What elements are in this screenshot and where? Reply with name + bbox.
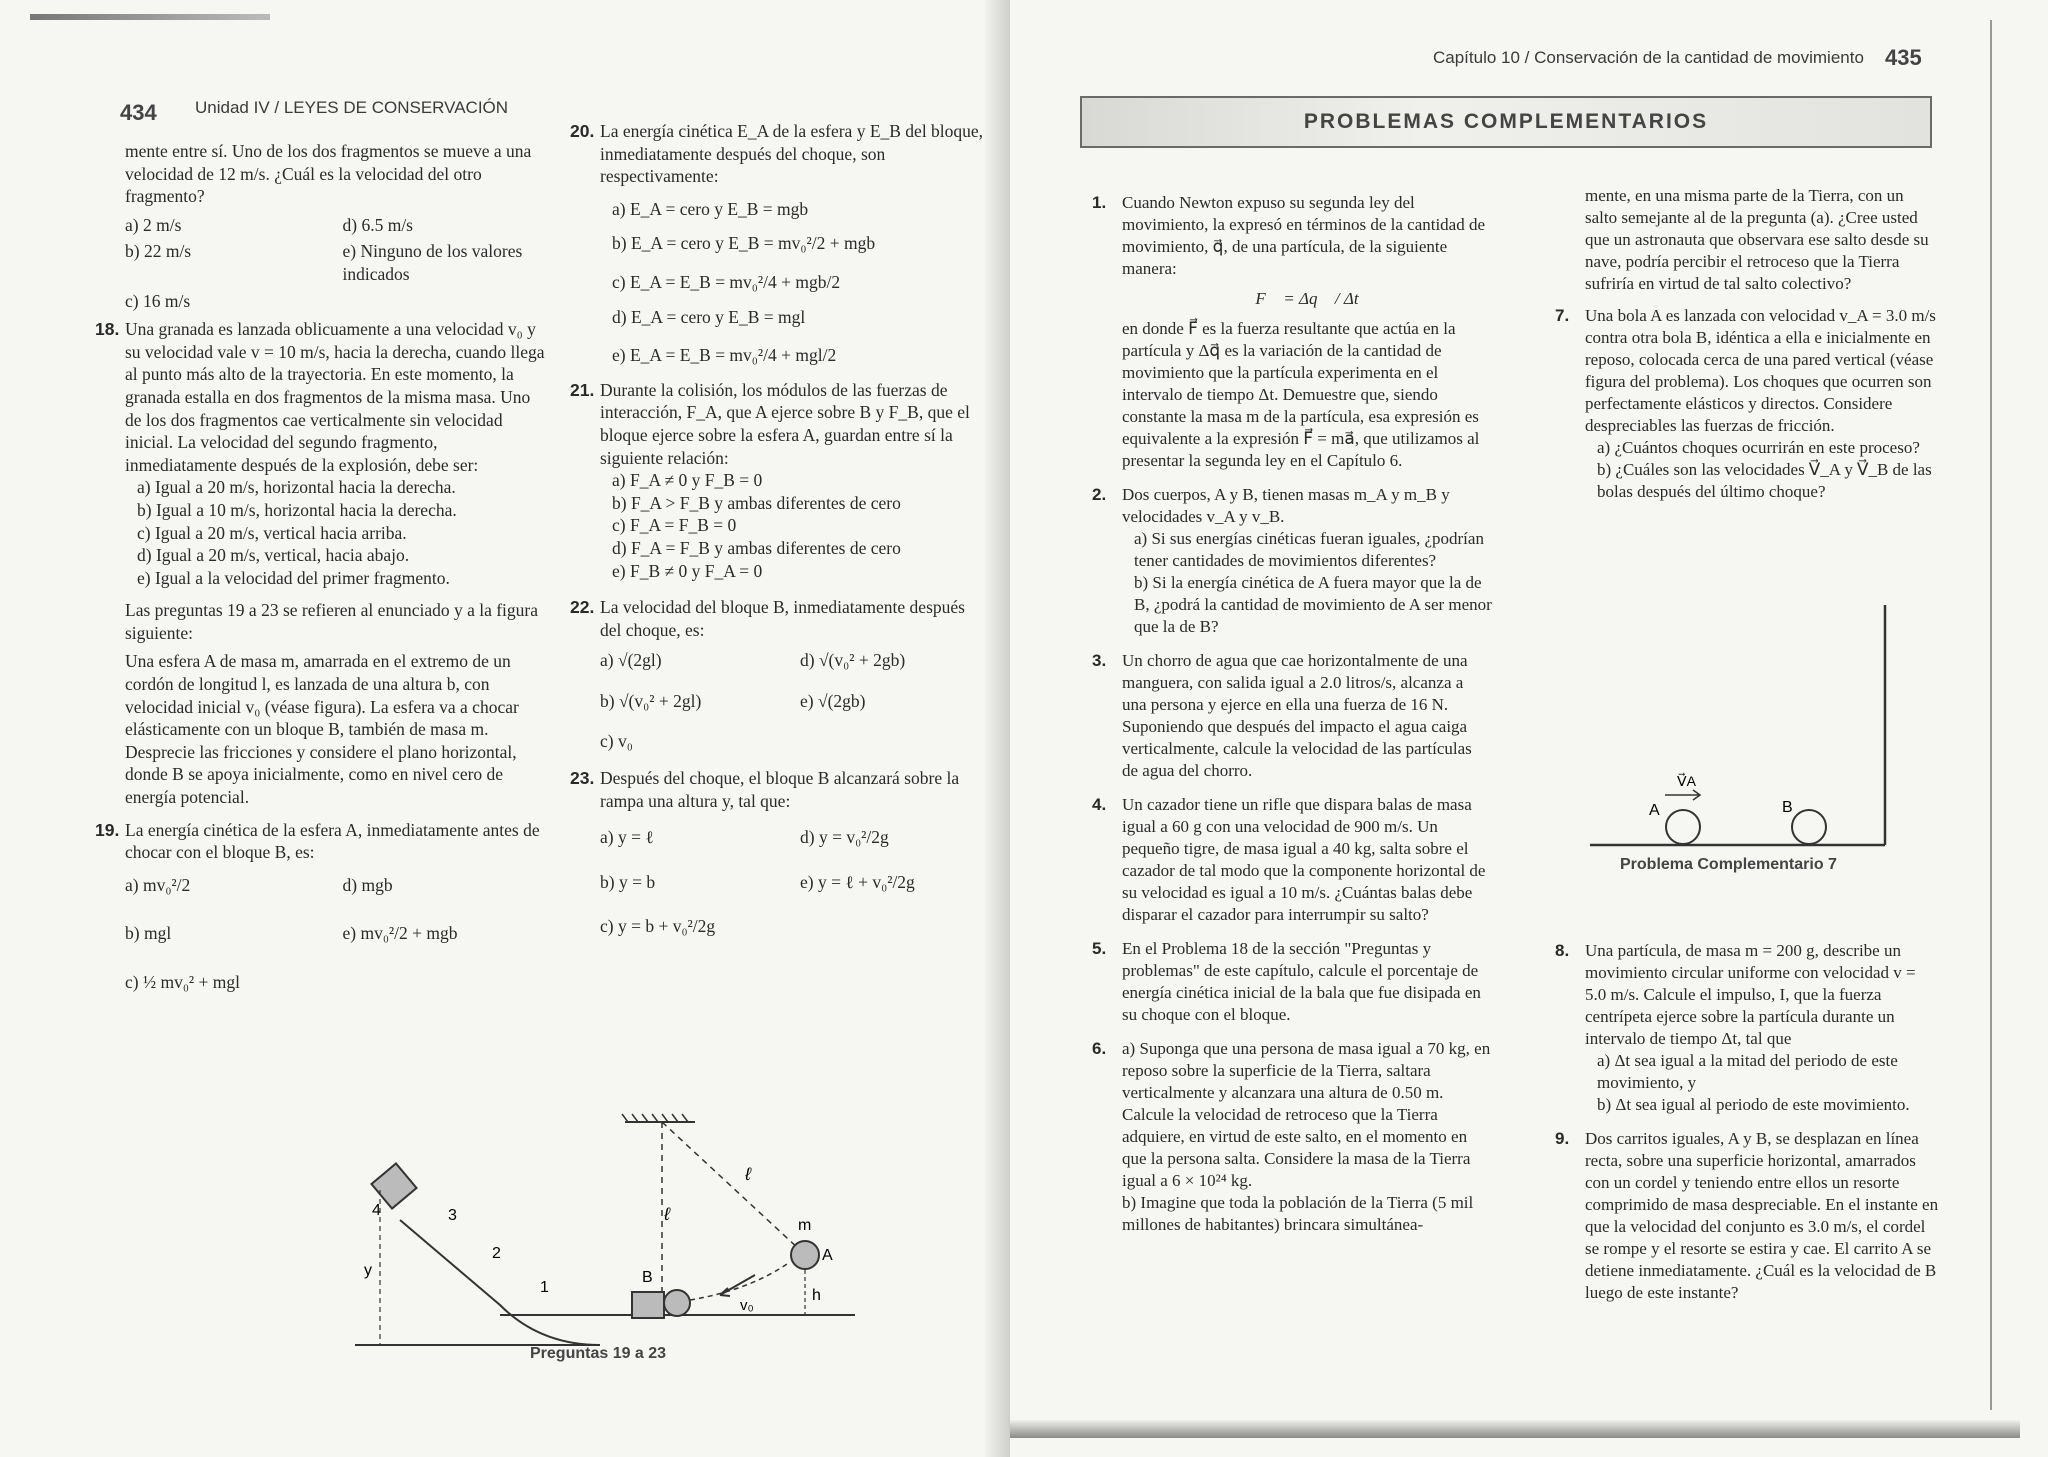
problem-text-continued: en donde F⃗ es la fuerza resultante que actúa en la partícula y Δq⃗ es la variación de la cantidad de movimiento que la partícula experimenta en el intervalo de tiempo Δt. Demuestre que, siendo constante la masa m de la partícula, esa expresión es equivalente a la expresión F⃗ = ma⃗, que utilizamos al presentar la segunda ley en el Capítulo 6. [1122,319,1480,470]
option: c) 16 m/s [125,290,191,311]
option: a) ¿Cuántos choques ocurrirán en este proceso? [1597,438,1920,457]
option: b) √(v₀² + 2gl) [600,690,702,711]
option: a) E_A = cero y E_B = mgb [612,198,809,219]
figure-problem-7 [1580,600,1900,860]
ball-b [1792,810,1826,844]
option: d) F_A = F_B y ambas diferentes de cero [612,537,901,558]
problem-text: Un cazador tiene un rifle que dispara balas de masa igual a 60 g con una velocidad de 900 m/s. Un pequeño tigre, de masa igual a 40 kg, salta sobre el cazador de tal modo que la componente horizontal de su velocidad es igual a 10 m/s. ¿Cuántas balas debe disparar el cazador para interrumpir su salto? [1122,795,1486,924]
option: a) Suponga que una persona de masa igual a 70 kg, en reposo sobre la superficie de la Tierra, saltara verticalmente y alcanzara una altura de 0.50 m. Calcule la velocidad de retroceso que la Tierra adquiere, en virtud de este salto, en el momento en que la persona salta. Considere la masa de la Tierra igual a 6 × 10²⁴ kg. [1122,1039,1491,1190]
right-page-number: 435 [1885,45,1922,70]
left-page-number: 434 [120,100,157,125]
label-a: A [822,1247,833,1264]
option: b) Imagine que toda la población de la Tierra (5 mil millones de habitantes) brincara simultánea- [1122,1193,1474,1234]
page-edge-line [1990,20,1992,1410]
label-a: A [1649,802,1660,819]
question-number: 22. [570,597,595,618]
problem-3 [1092,650,1492,782]
question-text: Una granada es lanzada oblicuamente a una velocidad v₀ y su velocidad vale v = 10 m/s, hacia la derecha, cuando llega al punto más alto de la trayectoria. En este momento, la granada estalla en dos fragmentos de la misma masa. Uno de los dos fragmentos cae verticalmente sin velocidad inicial. La velocidad del segundo fragmento, inmediatamente después de la explosión, debe ser: [125,319,545,475]
option: d) E_A = cero y E_B = mgl [612,306,806,327]
option: b) Igual a 10 m/s, horizontal hacia la derecha. [137,499,457,520]
question-text: Después del choque, el bloque B alcanzará sobre la rampa una altura y, tal que: [600,768,960,811]
option: c) v₀ [600,731,633,752]
label-b: B [1782,799,1793,816]
option [343,290,551,313]
option: a) 2 m/s [125,214,182,235]
top-scan-mark [30,14,270,20]
question-number: 20. [570,121,595,141]
question-22 [570,596,990,753]
option: c) F_A = F_B = 0 [612,515,737,536]
problem-1 [1092,192,1492,472]
option: e) Ninguno de los valores indicados [342,241,523,284]
problem-6 [1092,1038,1492,1236]
problem-7 [1555,305,1940,503]
problem-9 [1555,1128,1940,1304]
question-23 [570,767,990,938]
q19-options [125,874,550,994]
figure-questions-19-23 [350,1110,870,1360]
label-l-rope: ℓ [745,1164,751,1184]
intro-text: mente entre sí. Uno de los dos fragmentos se mueve a una velocidad de 12 m/s. ¿Cuál es la velocidad del otro fragmento? [125,141,532,207]
problem-number: 2. [1092,485,1107,504]
option: a) √(2gl) [600,650,662,671]
right-column-2-lower [1555,940,1940,1312]
sphere-a [791,1241,819,1269]
label-1: 1 [540,1279,549,1296]
q23-options [600,826,990,938]
problem-2 [1092,484,1492,638]
problem-number: 9. [1555,1129,1570,1148]
label-m: m [798,1217,812,1234]
equation: F⃗ = Δq⃗ / Δt [1255,289,1359,308]
velocity-arrow [1665,790,1700,800]
option: c) y = b + v₀²/2g [600,916,716,937]
option: b) Δt sea igual al periodo de este movimiento. [1597,1095,1910,1114]
problem-5 [1092,938,1492,1026]
option: d) 6.5 m/s [342,214,413,235]
label-va: V⃗A [1677,773,1696,789]
option: d) √(v₀² + 2gb) [800,650,906,671]
right-column-2 [1555,185,1940,511]
label-y: y [364,1262,372,1279]
option: b) E_A = cero y E_B = mv₀²/2 + mgb [612,233,876,254]
ramp [355,1220,600,1345]
problem-text: Dos carritos iguales, A y B, se desplazan en línea recta, sobre una superficie horizontal, amarrados con un cordel y teniendo entre ellos un resorte comprimido de masa despreciable. En el instante en que la velocidad del conjunto es 3.0 m/s, el cordel se rompe y el resorte se estira y cae. El carrito A se detiene inmediatamente. ¿Cuál es la velocidad de B luego de este instante? [1585,1129,1939,1302]
question-text: Durante la colisión, los módulos de las fuerzas de interacción, F_A, que A ejerce sobre B y F_B, que el bloque ejerce sobre la esfera A, guardan entre sí la siguiente relación: [600,379,970,468]
option: e) E_A = E_B = mv₀²/4 + mgl/2 [612,345,837,366]
label-l-vertical: ℓ [664,1204,670,1224]
option: a) Igual a 20 m/s, horizontal hacia la derecha. [137,477,456,498]
option: b) F_A > F_B y ambas diferentes de cero [612,492,901,513]
option: e) √(2gb) [800,690,866,711]
option: e) mv₀²/2 + mgb [342,923,458,944]
question-number: 23. [570,768,595,789]
option: c) Igual a 20 m/s, vertical hacia arriba. [137,522,407,543]
question-text: La energía cinética de la esfera A, inmediatamente antes de chocar con el bloque B, es: [125,819,540,863]
left-page-header: Unidad IV / LEYES DE CONSERVACIÓN [195,98,509,117]
option: d) y = v₀²/2g [800,827,889,848]
velocity-arrow [720,1275,755,1296]
left-column-2 [570,120,990,946]
option: e) y = ℓ + v₀²/2g [800,871,915,892]
continued-text: mente, en una misma parte de la Tierra, con un salto semejante al de la pregunta (a). ¿Cree usted que un astronauta que observara ese salto desde su nave, podría percibir el retroceso que la Tierra sufriría en virtud de tal salto colectivo? [1585,186,1929,293]
figure-caption-problem-7: Problema Complementario 7 [1620,856,1837,873]
option: b) 22 m/s [125,241,192,262]
problem-text: Una bola A es lanzada con velocidad v_A = 3.0 m/s contra otra bola B, idéntica a ella e inicialmente en reposo, colocada cerca de una pared vertical (véase figura del problema). Los choques que ocurren son perfectamente elásticos y directos. Considere despreciables las fuerzas de fricción. [1585,306,1936,435]
option: c) E_A = E_B = mv₀²/4 + mgb/2 [612,271,841,292]
problem-text: Una partícula, de masa m = 200 g, describe un movimiento circular uniforme con velocidad v = 5.0 m/s. Calcule el impulso, I, que la fuerza centrípeta ejerce sobre la partícula durante un intervalo de tiempo Δt, tal que [1585,941,1916,1048]
problem-4 [1092,794,1492,926]
label-3: 3 [448,1207,457,1224]
problem-number: 6. [1092,1039,1107,1058]
option: b) ¿Cuáles son las velocidades V⃗_A y V⃗_B de las bolas después del último choque? [1597,460,1932,501]
problem-8 [1555,940,1940,1116]
bottom-scan-edge [1010,1420,2020,1438]
question-number: 18. [95,319,120,340]
option [800,915,990,938]
problem-text: Cuando Newton expuso su segunda ley del movimiento, la expresó en términos de la cantidad de movimiento, q⃗, de una partícula, de la siguiente manera: [1122,193,1486,278]
question-text: La energía cinética E_A de la esfera y E_B del bloque, inmediatamente después del choque, son respectivamente: [600,121,984,187]
problem-number: 7. [1555,306,1570,325]
label-2: 2 [492,1245,501,1262]
option: e) Igual a la velocidad del primer fragmento. [137,567,450,588]
label-v0: v₀ [740,1297,754,1314]
question-18 [95,318,550,589]
ceiling-support [622,1114,695,1122]
q22-options [600,649,990,753]
trajectory [690,1262,790,1300]
option: b) Si la energía cinética de A fuera mayor que la de B, ¿podrá la cantidad de movimiento de A ser menor que la de B? [1134,573,1492,636]
option: a) y = ℓ [600,827,654,848]
left-column-1 [95,140,550,1002]
section-title: PROBLEMAS COMPLEMENTARIOS [1303,110,1709,133]
block-b [632,1292,664,1318]
question-20 [570,120,990,367]
option: a) Si sus energías cinéticas fueran iguales, ¿podrían tener cantidades de movimientos diferentes? [1134,529,1484,570]
problem-text: En el Problema 18 de la sección "Preguntas y problemas" de este capítulo, calcule el porcentaje de energía cinética inicial de la bala que fue disipada en su choque con el bloque. [1122,939,1481,1024]
ball-a [1666,810,1700,844]
figure-caption: Preguntas 19 a 23 [530,1345,667,1362]
left-page [0,0,1010,1457]
option: e) F_B ≠ 0 y F_A = 0 [612,560,763,581]
label-b: B [642,1269,653,1286]
option: c) ½ mv₀² + mgl [125,972,241,992]
label-h: h [812,1287,821,1304]
intro-options [125,214,550,312]
right-column-1 [1092,192,1492,1244]
option [343,971,551,994]
question-number: 19. [95,819,120,840]
question-number: 21. [570,379,595,400]
option: d) mgb [342,874,393,895]
problem-number: 4. [1092,795,1107,814]
option [800,730,990,753]
right-page-header: Capítulo 10 / Conservación de la cantidad de movimiento [1433,48,1864,67]
question-21 [570,379,990,582]
option: b) y = b [600,871,656,892]
label-4: 4 [372,1202,381,1219]
statement-text: Una esfera A de masa m, amarrada en el extremo de un cordón de longitud l, es lanzada de una altura b, con velocidad inicial v₀ (véase figura). La esfera va a chocar elásticamente con un bloque B, también de masa m. Desprecie las fricciones y considere el plano horizontal, donde B se apoya inicialmente, como en nivel cero de energía potencial. [125,651,519,808]
problem-number: 8. [1555,941,1570,960]
problem-number: 3. [1092,651,1107,670]
problem-text: Dos cuerpos, A y B, tienen masas m_A y m_B y velocidades v_A y v_B. [1122,485,1450,526]
question-text: La velocidad del bloque B, inmediatamente después del choque, es: [600,597,965,640]
rope-dashed [662,1122,800,1250]
problem-number: 1. [1092,193,1107,212]
option: b) mgl [125,923,172,944]
sphere-at-collision [664,1290,690,1316]
option: d) Igual a 20 m/s, vertical, hacia abajo. [137,545,410,566]
option: a) F_A ≠ 0 y F_B = 0 [612,470,763,491]
question-19 [95,819,550,994]
section-banner [1080,96,1932,148]
problem-text: Un chorro de agua que cae horizontalmente de una manguera, con salida igual a 2.0 litros/s, alcanza a una persona y ejerce en ella una fuerza de 16 N. Suponiendo que después del impacto el agua caiga verticalmente, calcule la velocidad de las partículas de agua del chorro. [1122,651,1472,780]
reference-text: Las preguntas 19 a 23 se refieren al enunciado y a la figura siguiente: [125,600,539,643]
option: a) mv₀²/2 [125,874,191,895]
problem-number: 5. [1092,939,1107,958]
option: a) Δt sea igual a la mitad del periodo de este movimiento, y [1597,1051,1898,1092]
